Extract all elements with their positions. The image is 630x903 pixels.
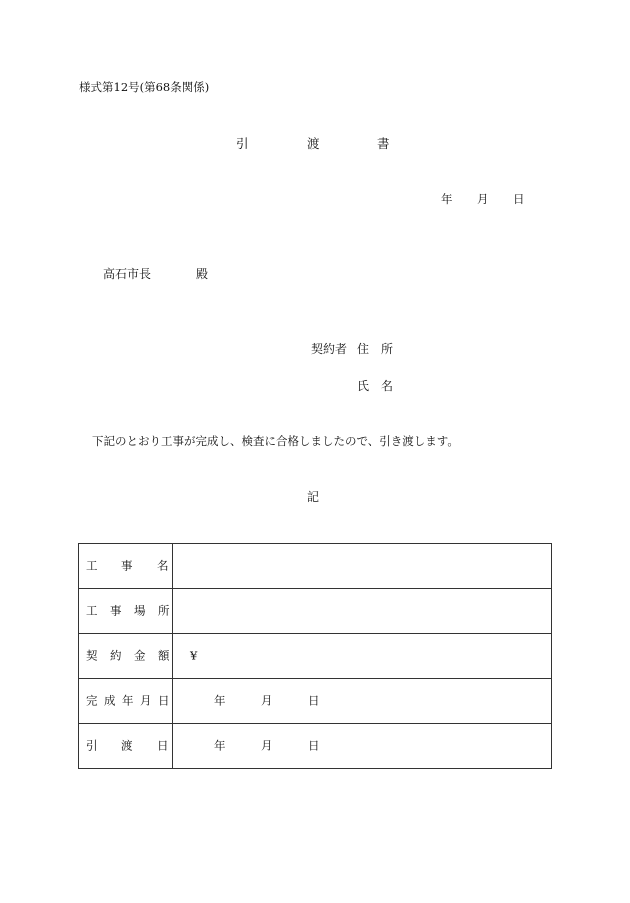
label-char: 名	[157, 558, 169, 573]
addressee-name: 高石市長	[103, 267, 152, 281]
label-char: 契	[86, 648, 98, 663]
table-row	[79, 589, 552, 634]
detail-table	[78, 543, 552, 769]
title-char-1: 引	[236, 136, 249, 151]
table-row	[79, 634, 552, 679]
label-char: 金	[134, 648, 146, 663]
label-char: 日	[158, 693, 170, 708]
table-row	[79, 544, 552, 589]
date-month-label: 月	[261, 738, 273, 753]
body-text: 下記のとおり工事が完成し、検査に合格しましたので、引き渡します。	[92, 434, 459, 448]
table-row	[79, 679, 552, 724]
label-char: 工	[86, 558, 98, 573]
date-year-label: 年	[214, 693, 226, 708]
value-work-location[interactable]	[173, 589, 552, 634]
label-char: 引	[86, 738, 98, 753]
row-label-work-location	[79, 589, 173, 634]
label-char: 事	[110, 603, 122, 618]
label-char: 月	[140, 693, 152, 708]
date-month: 月	[477, 192, 489, 206]
date-year-label: 年	[214, 738, 226, 753]
label-char: 額	[158, 648, 170, 663]
title-char-3: 書	[377, 136, 390, 151]
form-number: 様式第12号(第68条関係)	[79, 80, 210, 94]
contractor-label: 契約者	[311, 342, 348, 356]
value-contract-amount[interactable]	[173, 634, 552, 679]
label-char: 所	[158, 603, 170, 618]
contractor-name-label: 氏 名	[357, 379, 394, 393]
date-day-label: 日	[308, 738, 320, 753]
label-char: 年	[122, 693, 134, 708]
label-char: 日	[157, 738, 169, 753]
label-char: 約	[110, 648, 122, 663]
yen-symbol: ¥	[190, 648, 198, 663]
row-label-work-name	[79, 544, 173, 589]
label-char: 完	[86, 693, 98, 708]
label-char: 成	[104, 693, 116, 708]
label-char: 場	[134, 603, 146, 618]
date-month-label: 月	[261, 693, 273, 708]
value-work-name[interactable]	[173, 544, 552, 589]
label-char: 工	[86, 603, 98, 618]
table-row	[79, 724, 552, 769]
row-label-delivery-date	[79, 724, 173, 769]
value-delivery-date[interactable]	[173, 724, 552, 769]
date-day: 日	[513, 192, 525, 206]
label-char: 事	[121, 558, 133, 573]
date-year: 年	[441, 192, 453, 206]
date-day-label: 日	[308, 693, 320, 708]
row-label-completion-date	[79, 679, 173, 724]
addressee-honorific: 殿	[196, 267, 209, 281]
row-label-contract-amount	[79, 634, 173, 679]
ki-heading: 記	[307, 490, 320, 504]
title-char-2: 渡	[307, 136, 320, 151]
label-char: 渡	[121, 738, 133, 753]
value-completion-date[interactable]	[173, 679, 552, 724]
contractor-address-label: 住 所	[357, 342, 394, 356]
